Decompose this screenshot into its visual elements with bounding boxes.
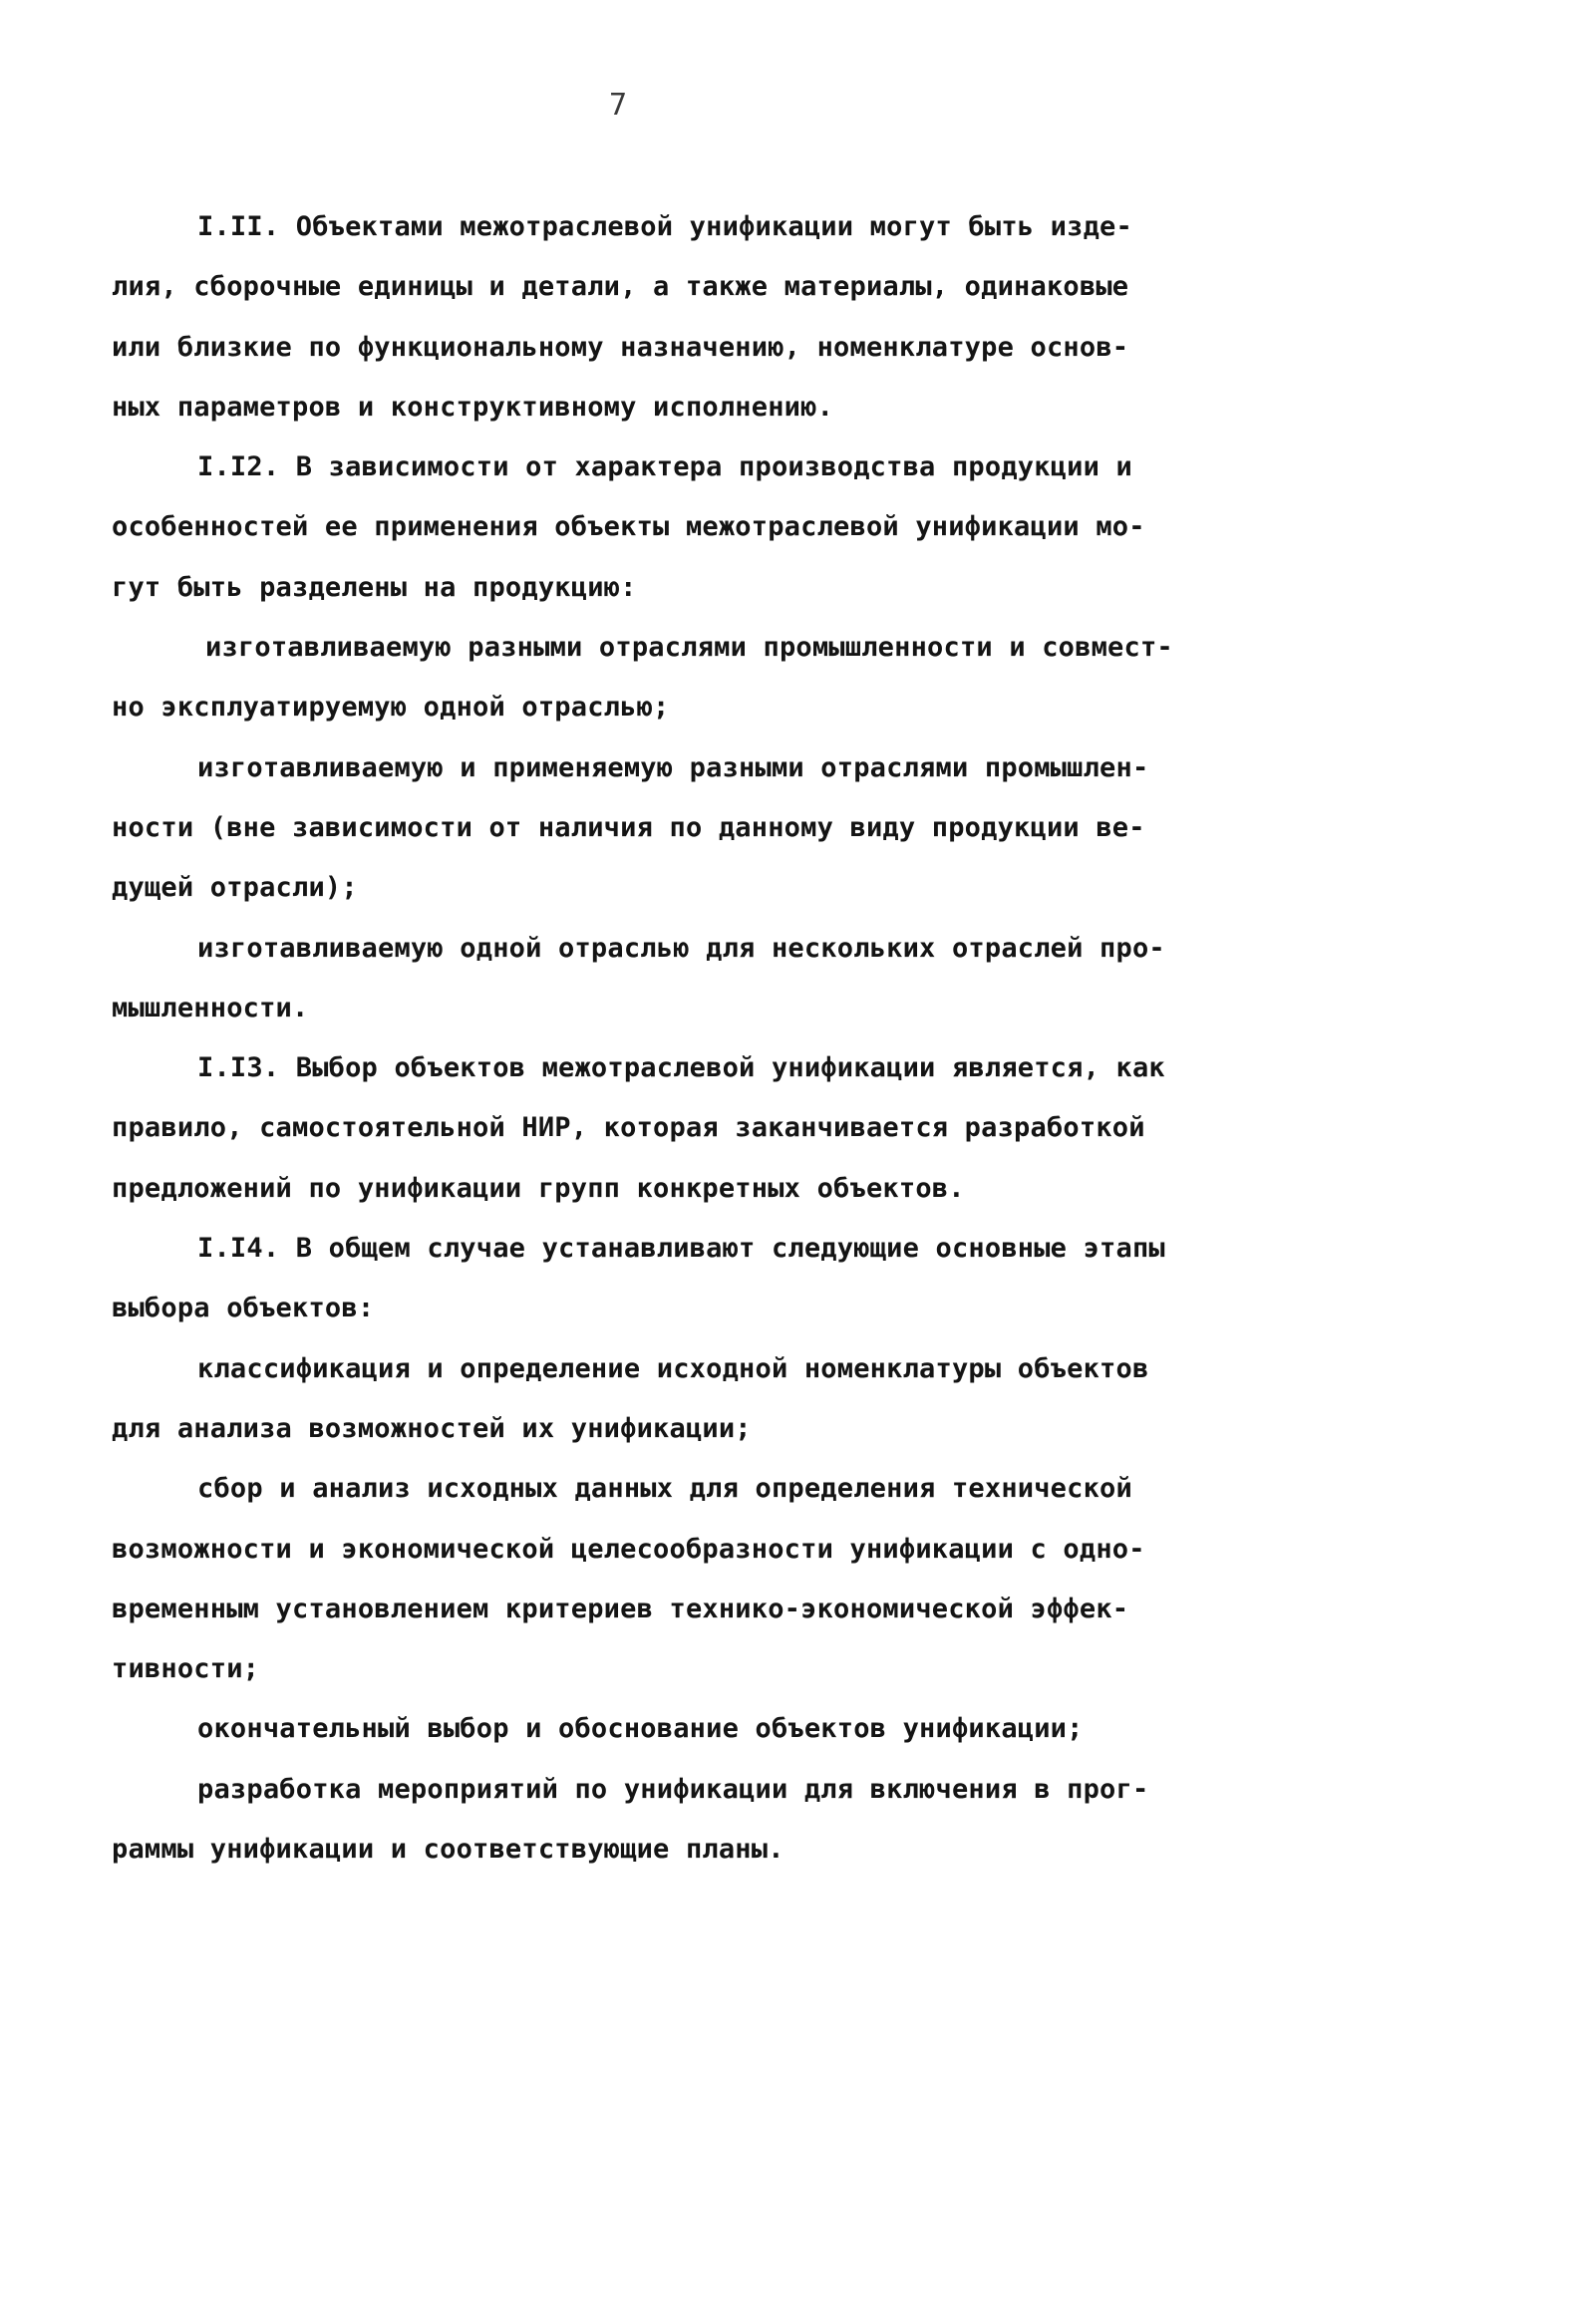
text-line: I.I3. Выбор объектов межотраслевой унификации является, как: [197, 1052, 1165, 1084]
text-line: окончательный выбор и обоснование объектов унификации;: [197, 1713, 1084, 1745]
text-line: классификация и определение исходной номенклатуры объектов: [197, 1352, 1149, 1384]
text-line: но эксплуатируемую одной отраслью;: [112, 692, 670, 724]
body-text: [112, 197, 1268, 1880]
text-line: временным установлением критериев технико-экономической эффек-: [112, 1593, 1129, 1624]
text-line: возможности и экономической целесообразности унификации с одно-: [112, 1533, 1145, 1565]
text-line: разработка мероприятий по унификации для включения в прог-: [197, 1773, 1149, 1805]
text-line: или близкие по функциональному назначению, номенклатуре основ-: [112, 331, 1129, 363]
text-line: изготавливаемую разными отраслями промышленности и совмест-: [205, 632, 1173, 664]
text-line: изготавливаемую одной отраслью для нескольких отраслей про-: [197, 932, 1165, 964]
text-line: I.II. Объектами межотраслевой унификации могут быть изде-: [197, 211, 1132, 242]
text-line: тивности;: [112, 1653, 260, 1685]
text-line: ности (вне зависимости от наличия по данному виду продукции ве-: [112, 811, 1145, 843]
text-line: I.I4. В общем случае устанавливают следующие основные этапы: [197, 1233, 1165, 1265]
text-line: ных параметров и конструктивному исполнению.: [112, 391, 834, 423]
text-line: для анализа возможностей их унификации;: [112, 1412, 752, 1444]
text-line: предложений по унификации групп конкретных объектов.: [112, 1172, 965, 1204]
text-line: лия, сборочные единицы и детали, а также материалы, одинаковые: [112, 271, 1129, 303]
text-line: гут быть разделены на продукцию:: [112, 571, 637, 603]
text-line: мышленности.: [112, 992, 309, 1023]
text-line: раммы унификации и соответствующие планы.: [112, 1834, 784, 1866]
text-line: правило, самостоятельной НИР, которая заканчивается разработкой: [112, 1112, 1145, 1144]
text-line: дущей отрасли);: [112, 872, 358, 904]
text-line: сбор и анализ исходных данных для определения технической: [197, 1473, 1132, 1505]
text-line: выбора объектов:: [112, 1293, 375, 1324]
text-line: особенностей ее применения объекты межотраслевой унификации мо-: [112, 511, 1145, 543]
page-number: 7: [608, 88, 628, 123]
text-line: I.I2. В зависимости от характера производства продукции и: [197, 451, 1132, 483]
text-line: изготавливаемую и применяемую разными отраслями промышлен-: [197, 751, 1149, 783]
